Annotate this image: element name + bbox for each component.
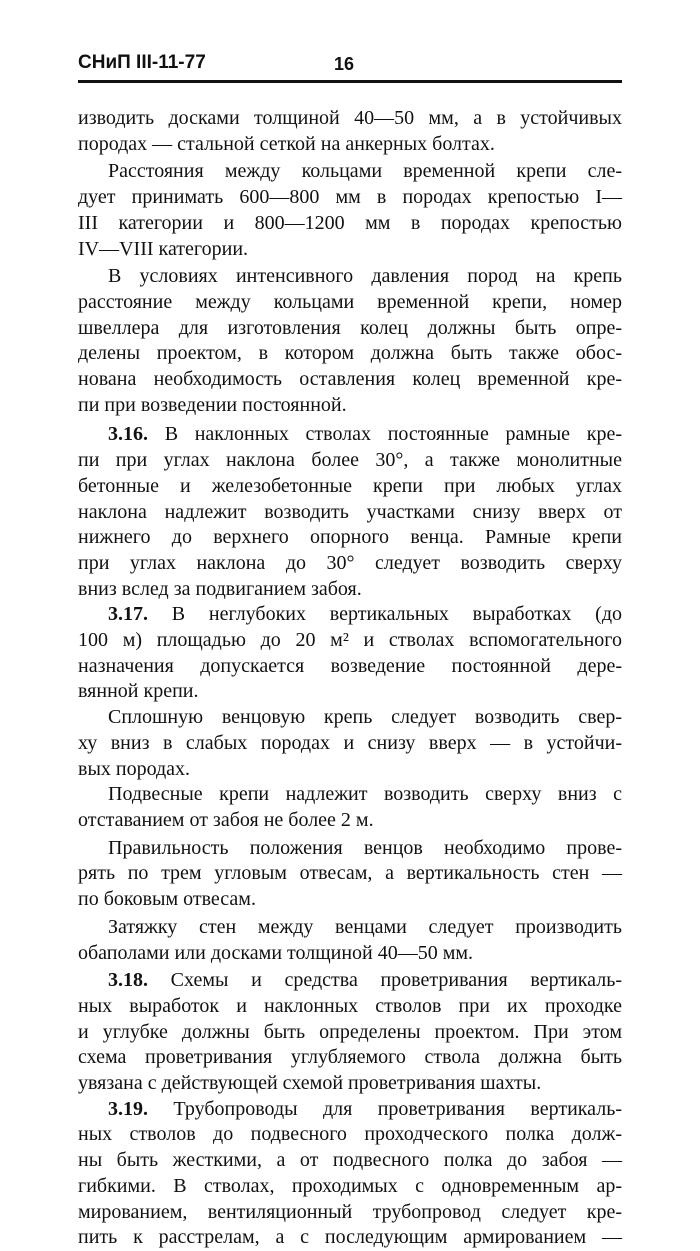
- text-line: отставанием от забоя не более 2 м.: [78, 808, 374, 831]
- page-number: 16: [334, 54, 355, 74]
- text-line: мированием, вентиляционный трубопровод следует кре-: [78, 1200, 622, 1223]
- text-line: нована необходимость оставления колец временной кре-: [78, 368, 622, 391]
- text-line: рять по трем угловым отвесам, а вертикальность стен —: [78, 862, 622, 885]
- section-number: 3.16.: [108, 423, 148, 446]
- text-line: ху вниз в слабых породах и снизу вверх — в устойчи-: [78, 731, 622, 754]
- document-code: СНиП III-11-77: [78, 52, 206, 73]
- text-line: ных стволов до подвесного проходческого полка долж-: [78, 1123, 622, 1146]
- text-line: породах — стальной сеткой на анкерных болтах.: [78, 132, 495, 155]
- text-line: бетонные и железобетонные крепи при любых углах: [78, 474, 622, 497]
- text-line: Правильность положения венцов необходимо прове-: [108, 836, 622, 859]
- header-rule: [78, 80, 622, 83]
- text-line: пить к расстрелам, а с последующим армированием —: [78, 1226, 622, 1249]
- text-line: IV—VIII категории.: [78, 237, 249, 260]
- section-number: 3.18.: [108, 969, 148, 992]
- text-line: наклона надлежит возводить участками снизу вверх от: [78, 500, 622, 523]
- text-line: назначения допускается возведение постоянной дере-: [78, 654, 622, 677]
- text-line: при углах наклона до 30° следует возводить сверху: [78, 551, 622, 574]
- section-line: [78, 1097, 622, 1123]
- text-line: Сплошную венцовую крепь следует возводить свер-: [108, 706, 622, 729]
- text-line: делены проектом, в котором должна быть также обос-: [78, 342, 622, 365]
- text-line: обаполами или досками толщиной 40—50 мм.: [78, 941, 474, 964]
- text-line: 100 м) площадью до 20 м² и стволах вспомогательного: [78, 629, 622, 652]
- text-line: нижнего до верхнего опорного венца. Рамные крепи: [78, 526, 622, 549]
- text-line: вниз вслед за подвиганием забоя.: [78, 577, 362, 600]
- text-line: В условиях интенсивного давления пород на крепь: [108, 265, 622, 288]
- text-line: III категории и 800—1200 мм в породах крепостью: [78, 211, 622, 234]
- section-line: [78, 602, 622, 628]
- text-line: швеллера для изготовления колец должны быть опре-: [78, 316, 622, 339]
- text-line: вых породах.: [78, 757, 191, 780]
- text-line: по боковым отвесам.: [78, 888, 256, 911]
- text-line: дует принимать 600—800 мм в породах крепостью I—: [78, 186, 622, 209]
- text-line: и углубке должны быть определены проектом. При этом: [78, 1020, 622, 1043]
- text-line: схема проветривания углубляемого ствола должна быть: [78, 1046, 622, 1069]
- text-line: ных выработок и наклонных стволов при их проходке: [78, 994, 622, 1017]
- text-line: В неглубоких вертикальных выработках (до: [171, 603, 622, 626]
- text-line: Расстояния между кольцами временной крепи сле-: [108, 160, 622, 183]
- section-line: [78, 968, 622, 994]
- text-line: Схемы и средства проветривания вертикаль-: [170, 969, 622, 992]
- text-line: В наклонных стволах постоянные рамные кре-: [164, 423, 622, 446]
- body-text: [78, 106, 622, 1251]
- text-line: вянной крепи.: [78, 680, 199, 703]
- text-line: увязана с действующей схемой проветривания шахты.: [78, 1072, 542, 1095]
- text-line: изводить досками толщиной 40—50 мм, а в устойчивых: [78, 107, 622, 129]
- section-number: 3.19.: [108, 1097, 148, 1120]
- text-line: расстояние между кольцами временной крепи, номер: [78, 290, 622, 313]
- text-line: ны быть жесткими, а от подвесного полка до забоя —: [78, 1149, 622, 1172]
- text-line: пи при возведении постоянной.: [78, 393, 347, 416]
- section-line: [78, 422, 622, 448]
- page-header: [78, 52, 622, 84]
- text-line: гибкими. В стволах, проходимых с одновременным ар-: [78, 1174, 622, 1197]
- text-line: Подвесные крепи надлежит возводить сверху вниз с: [108, 783, 622, 806]
- section-number: 3.17.: [108, 603, 148, 626]
- text-line: Трубопроводы для проветривания вертикаль-: [173, 1097, 622, 1120]
- text-line: Затяжку стен между венцами следует производить: [108, 915, 622, 938]
- text-line: пи при углах наклона более 30°, а также монолитные: [78, 449, 622, 472]
